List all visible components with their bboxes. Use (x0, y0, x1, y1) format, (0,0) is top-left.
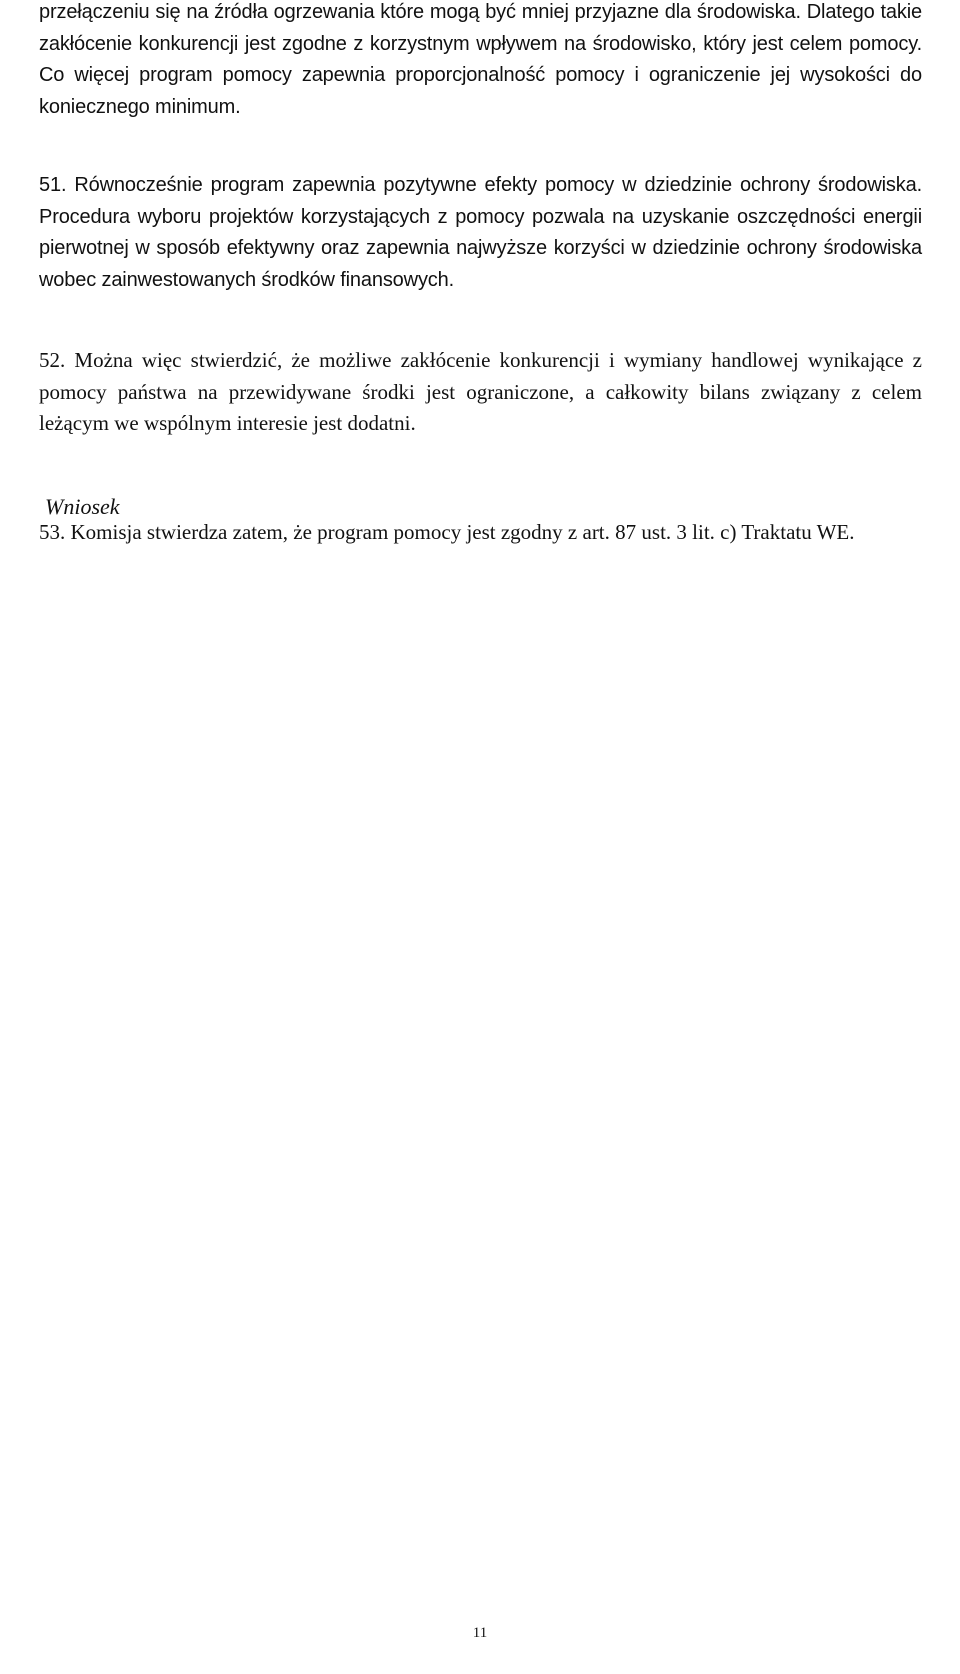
paragraph-text: Komisja stwierdza zatem, że program pomocy jest zgodny z art. 87 ust. 3 lit. c) Traktatu WE. (65, 520, 855, 544)
paragraph-number: 52. (39, 348, 66, 372)
paragraph-number: 51. (39, 174, 67, 196)
section-heading: Wniosek (45, 494, 120, 519)
paragraph-text: Można więc stwierdzić, że możliwe zakłócenie konkurencji i wymiany handlowej wynikające z pomocy państwa na przewidywane środki jest ograniczone, a całkowity bilans związany z celem leżącym we wspólnym interesie jest dodatni. (39, 348, 922, 435)
paragraph-51 (39, 170, 922, 296)
page-number: 11 (472, 1625, 488, 1641)
continuation-paragraph: przełączeniu się na źródła ogrzewania które mogą być mniej przyjazne dla środowiska. Dlatego takie zakłócenie konkurencji jest zgodne z korzystnym wpływem na środowisko, który jest celem pomocy. Co więcej program pomocy zapewnia proporcjonalność pomocy i ograniczenie jej wysokości do koniecznego minimum. (39, 1, 922, 118)
paragraph-number: 53. (39, 520, 66, 544)
paragraph-text: Równocześnie program zapewnia pozytywne efekty pomocy w dziedzinie ochrony środowiska. Procedura wyboru projektów korzystających z pomocy pozwala na uzyskanie oszczędności energii pierwotnej w sposób efektywny oraz zapewnia najwyższe korzyści w dziedzinie ochrony środowiska wobec zainwestowanych środków finansowych. (39, 174, 922, 291)
paragraph-53 (39, 517, 922, 549)
paragraph-52 (39, 345, 922, 440)
